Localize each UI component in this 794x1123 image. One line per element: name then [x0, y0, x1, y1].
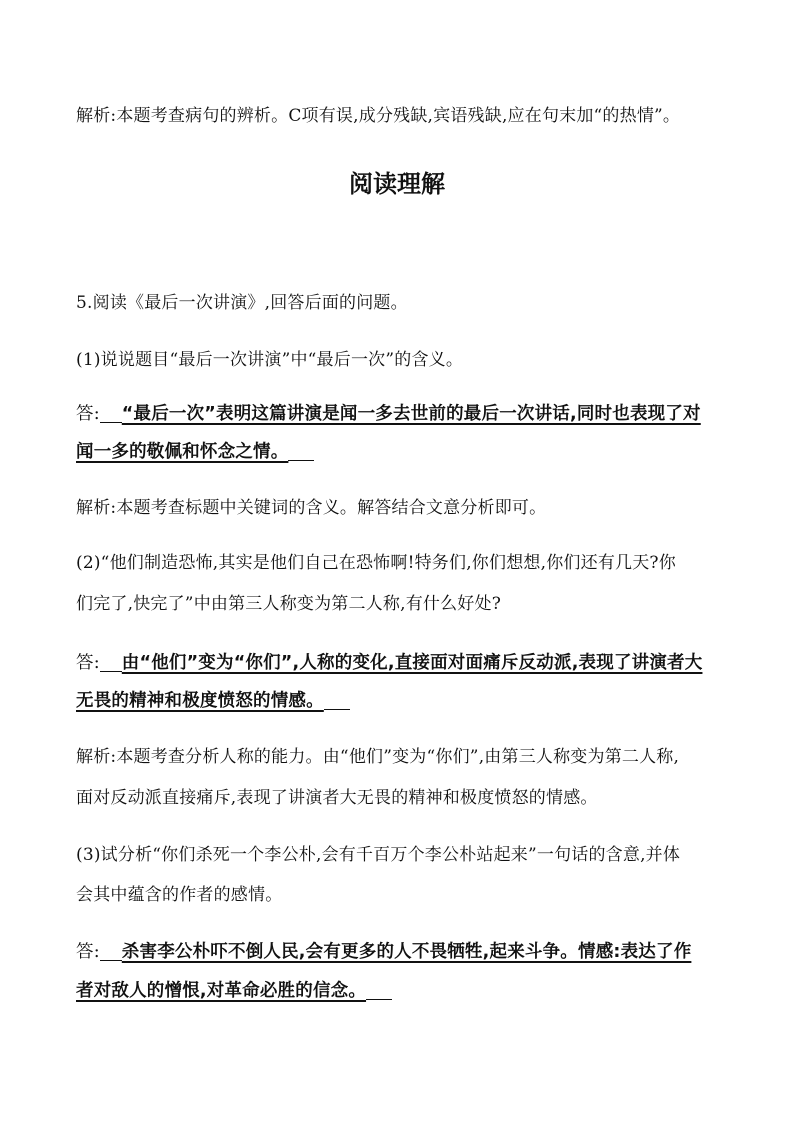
analysis-1-text: 解析:本题考查标题中关键词的含义。解答结合文意分析即可。	[76, 498, 547, 518]
question-3-line-1: (3)试分析“你们杀死一个李公朴,会有千百万个李公朴站起来”一句话的含意,并体	[76, 845, 681, 865]
analysis-2-line-1: 解析:本题考查分析人称的能力。由“他们”变为“你们”,由第三人称变为第二人称,	[76, 747, 680, 767]
answer-2-text-1: 由“他们”变为“你们”,人称的变化,直接面对面痛斥反动派,表现了讲演者大	[121, 653, 703, 673]
answer-1-line-1	[76, 403, 720, 425]
answer-1-line-2	[76, 441, 720, 463]
answer-1-text-1: “最后一次”表明这篇讲演是闻一多去世前的最后一次讲话,同时也表现了对	[121, 404, 701, 424]
analysis-2-line-2: 面对反动派直接痛斥,表现了讲演者大无畏的精神和极度愤怒的情感。	[76, 788, 598, 808]
answer-blank-underline	[366, 998, 392, 1000]
question-2-line-1: (2)“他们制造恐怖,其实是他们自己在恐怖啊!特务们,你们想想,你们还有几天?你	[76, 553, 676, 573]
question-1-text: (1)说说题目“最后一次讲演”中“最后一次”的含义。	[76, 350, 464, 370]
answer-3-text-1: 杀害李公朴吓不倒人民,会有更多的人不畏牺牲,起来斗争。情感:表达了作	[121, 942, 692, 962]
answer-blank-underline	[288, 459, 314, 461]
top-analysis-text: 解析:本题考查病句的辨析。C项有误,成分残缺,宾语残缺,应在句末加“的热情”。	[76, 106, 681, 126]
answer-2-line-1	[76, 652, 720, 674]
answer-blank-underline	[100, 670, 122, 672]
question-3-line-2: 会其中蕴含的作者的感情。	[76, 885, 283, 905]
answer-3-text-2: 者对敌人的憎恨,对革命必胜的信念。	[76, 981, 367, 1001]
answer-blank-underline	[100, 421, 122, 423]
answer-3-line-2	[76, 980, 720, 1002]
answer-blank-underline	[324, 708, 350, 710]
section-title: 阅读理解	[349, 170, 445, 198]
answer-3-line-1	[76, 941, 720, 963]
question-5-intro: 5.阅读《最后一次讲演》,回答后面的问题。	[76, 293, 408, 313]
answer-label: 答:	[76, 404, 100, 424]
answer-2-text-2: 无畏的精神和极度愤怒的情感。	[76, 691, 324, 711]
answer-1-text-2: 闻一多的敬佩和怀念之情。	[76, 442, 289, 462]
answer-2-line-2	[76, 690, 720, 712]
answer-label: 答:	[76, 653, 100, 673]
question-2-line-2: 们完了,快完了”中由第三人称变为第二人称,有什么好处?	[76, 594, 502, 614]
answer-label: 答:	[76, 942, 100, 962]
answer-blank-underline	[100, 959, 122, 961]
